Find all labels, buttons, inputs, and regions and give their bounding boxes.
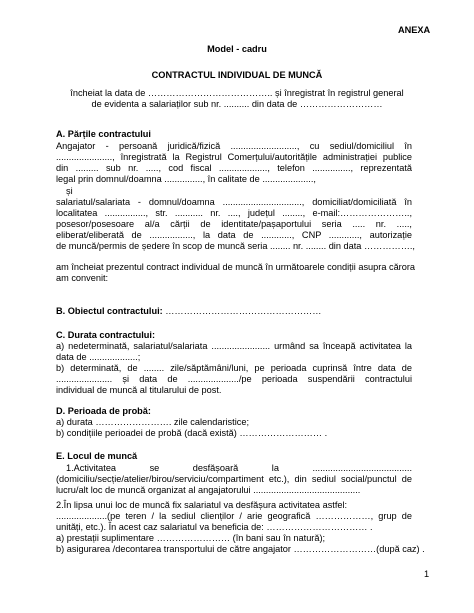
section-c-heading: C. Durata contractului: [56,330,156,340]
section-a-line: posesor/posesoare al/a cărții de identitate/pașaportului seria ..... nr. ....., [56,219,412,229]
section-e-line: (domiciliu/secție/atelier/birou/serviciu/compartiment etc.), din sediul social/punctul de [56,474,412,484]
section-c-line: b) determinată, de ........ zile/săptămâni/luni, pe perioada cuprinsă între data de [56,363,412,373]
document-title: CONTRACTUL INDIVIDUAL DE MUNCĂ [151,70,323,80]
section-e-heading: E. Locul de muncă [56,451,138,461]
section-c-line: a) nedeterminată, salariatul/salariata ....................... urmând sa înceapă activitatea la [56,341,412,351]
section-a-and: și [66,186,73,196]
section-d-line: b) condițiile perioadei de probă (dacă există) ……………………… . [56,428,328,438]
section-e-line: b) asigurarea /decontarea transportului de către angajator ………………………(după caz) . [56,544,425,554]
section-a-line: ......................, înregistrată la Registrul Comerțului/autoritățile administrației publice [56,152,412,162]
section-b-value: …………………………………………… [162,306,322,316]
section-a-line: Angajator - persoană juridică/fizică .........................., cu sediul/domiciliul în [56,141,412,151]
section-a-line: localitatea ................, str. ........... nr. ...., județul ........, e-mail:………………….., [56,208,412,218]
section-a-line: salariatul/salariata - domnul/doamna ..............................., domiciliat/domiciliată în [56,197,412,207]
section-b-heading: B. Obiectul contractului: [56,306,163,316]
section-e-line: unități, etc.). În acest caz salariatul va beneficia de: …………………………… . [56,522,373,532]
section-e-line: a) prestații suplimentare …………………… (în bani sau în natură); [56,533,326,543]
section-c-line: ...................... și data de ..................../pe perioada suspendării contractului [56,374,412,384]
section-a-line: legal prin domnul/doamna ..............., în calitate de ...................., [56,174,316,184]
annex-label: ANEXA [398,25,431,35]
section-c-line: individual de muncă al titularului de post. [56,385,222,395]
section-a-heading: A. Părțile contractului [56,129,151,139]
section-c-line: data de ...................; [56,352,141,362]
section-d-line: a) durata ……………………. zile calendaristice; [56,417,249,427]
section-d-heading: D. Perioada de probă: [56,406,151,416]
section-a-closing: am încheiat prezentul contract individual de muncă în următoarele condiții asupra cărora [56,262,416,272]
section-e-line: 1.Activitatea se desfășoară la ....................................... [66,463,412,473]
section-e-line: 2.În lipsa unui loc de muncă fix salariatul va desfășura activitatea astfel: [56,500,348,510]
model-label: Model - cadru [207,44,267,54]
section-a-line: de muncă/permis de ședere în scop de muncă seria ........ nr. ........ din data ……………., [56,241,415,251]
section-b [56,306,321,316]
page-number: 1 [424,569,430,579]
section-a-line: eliberat/eliberată de ................., la data de ............, CNP ............, autorizație [56,230,412,240]
section-a-line: din ......... sub nr. ....., cod fiscal ..................., telefon ..............., reprezentată [56,163,412,173]
intro-line-2: de evidenta a salariaților sub nr. .......... din data de ……………………… [91,99,383,109]
section-e-line: lucru/alt loc de muncă organizat al angajatorului .......................................... [56,485,361,495]
section-a-closing: am convenit: [56,273,109,283]
intro-line-1: încheiat la data de ………………………………….. și înregistrat în registrul general [70,88,404,98]
section-e-line: ....................(pe teren / la sediul clienților / arie geografică ………………, grup de [56,511,412,521]
